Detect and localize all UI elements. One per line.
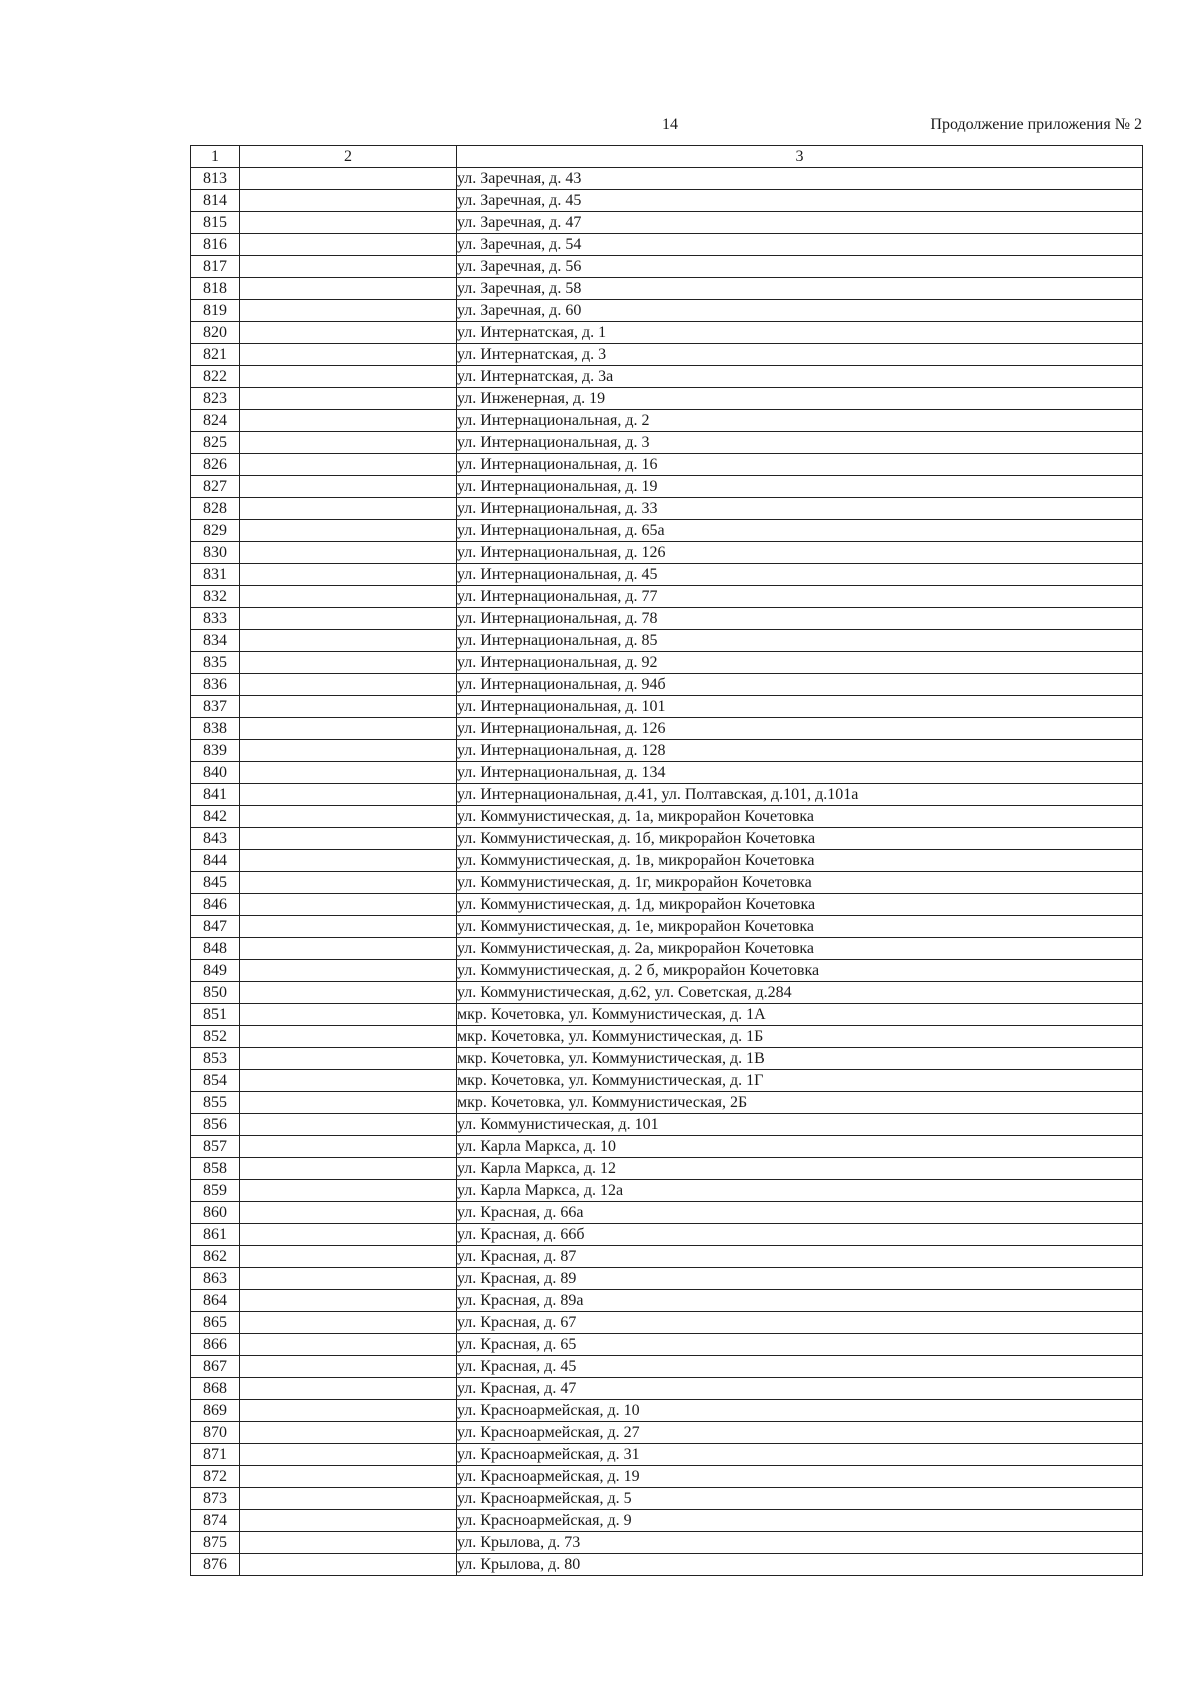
row-number-cell: 830 bbox=[191, 542, 240, 564]
appendix-label: Продолжение приложения № 2 bbox=[930, 116, 1142, 133]
row-number-cell: 864 bbox=[191, 1290, 240, 1312]
row-column2-cell bbox=[240, 212, 457, 234]
row-number-cell: 838 bbox=[191, 718, 240, 740]
row-number-cell: 859 bbox=[191, 1180, 240, 1202]
row-address-cell: ул. Коммунистическая, д. 2 б, микрорайон Кочетовка bbox=[457, 960, 1143, 982]
table-row bbox=[191, 1246, 1143, 1268]
table-row bbox=[191, 850, 1143, 872]
row-column2-cell bbox=[240, 608, 457, 630]
row-number-cell: 816 bbox=[191, 234, 240, 256]
row-address-cell: ул. Карла Маркса, д. 12а bbox=[457, 1180, 1143, 1202]
row-address-cell: ул. Карла Маркса, д. 12 bbox=[457, 1158, 1143, 1180]
row-number-cell: 829 bbox=[191, 520, 240, 542]
table-row bbox=[191, 806, 1143, 828]
table-row bbox=[191, 1312, 1143, 1334]
row-address-cell: ул. Интернациональная, д. 19 bbox=[457, 476, 1143, 498]
row-address-cell: ул. Красная, д. 67 bbox=[457, 1312, 1143, 1334]
row-number-cell: 819 bbox=[191, 300, 240, 322]
row-address-cell: ул. Интернациональная, д. 128 bbox=[457, 740, 1143, 762]
table-row bbox=[191, 366, 1143, 388]
row-address-cell: ул. Интернациональная, д. 33 bbox=[457, 498, 1143, 520]
table-row bbox=[191, 1488, 1143, 1510]
row-column2-cell bbox=[240, 498, 457, 520]
table-row bbox=[191, 432, 1143, 454]
row-number-cell: 826 bbox=[191, 454, 240, 476]
table-row bbox=[191, 828, 1143, 850]
row-address-cell: мкр. Кочетовка, ул. Коммунистическая, д. 1Б bbox=[457, 1026, 1143, 1048]
row-address-cell: ул. Интернациональная, д.41, ул. Полтавская, д.101, д.101а bbox=[457, 784, 1143, 806]
table-row bbox=[191, 1048, 1143, 1070]
row-column2-cell bbox=[240, 1466, 457, 1488]
row-number-cell: 820 bbox=[191, 322, 240, 344]
row-address-cell: ул. Красноармейская, д. 19 bbox=[457, 1466, 1143, 1488]
row-number-cell: 876 bbox=[191, 1554, 240, 1576]
row-number-cell: 874 bbox=[191, 1510, 240, 1532]
row-number-cell: 851 bbox=[191, 1004, 240, 1026]
row-number-cell: 854 bbox=[191, 1070, 240, 1092]
row-column2-cell bbox=[240, 432, 457, 454]
table-row bbox=[191, 388, 1143, 410]
row-number-cell: 833 bbox=[191, 608, 240, 630]
row-number-cell: 868 bbox=[191, 1378, 240, 1400]
row-address-cell: ул. Интернациональная, д. 85 bbox=[457, 630, 1143, 652]
row-column2-cell bbox=[240, 1378, 457, 1400]
table-row bbox=[191, 1554, 1143, 1576]
table-row bbox=[191, 542, 1143, 564]
table-row bbox=[191, 696, 1143, 718]
row-address-cell: ул. Интернациональная, д. 126 bbox=[457, 542, 1143, 564]
row-number-cell: 869 bbox=[191, 1400, 240, 1422]
table-row bbox=[191, 718, 1143, 740]
row-column2-cell bbox=[240, 784, 457, 806]
row-address-cell: ул. Красноармейская, д. 10 bbox=[457, 1400, 1143, 1422]
address-table bbox=[190, 145, 1143, 1576]
row-address-cell: ул. Коммунистическая, д. 1б, микрорайон Кочетовка bbox=[457, 828, 1143, 850]
table-row bbox=[191, 1422, 1143, 1444]
row-number-cell: 850 bbox=[191, 982, 240, 1004]
row-address-cell: ул. Коммунистическая, д. 1д, микрорайон Кочетовка bbox=[457, 894, 1143, 916]
row-number-cell: 860 bbox=[191, 1202, 240, 1224]
row-number-cell: 824 bbox=[191, 410, 240, 432]
row-column2-cell bbox=[240, 1136, 457, 1158]
row-column2-cell bbox=[240, 894, 457, 916]
row-address-cell: ул. Инженерная, д. 19 bbox=[457, 388, 1143, 410]
row-number-cell: 821 bbox=[191, 344, 240, 366]
row-column2-cell bbox=[240, 168, 457, 190]
table-row bbox=[191, 1180, 1143, 1202]
row-column2-cell bbox=[240, 564, 457, 586]
row-column2-cell bbox=[240, 1026, 457, 1048]
row-address-cell: ул. Интернациональная, д. 78 bbox=[457, 608, 1143, 630]
table-row bbox=[191, 1290, 1143, 1312]
row-column2-cell bbox=[240, 762, 457, 784]
table-row bbox=[191, 1378, 1143, 1400]
row-address-cell: ул. Красная, д. 89а bbox=[457, 1290, 1143, 1312]
table-row bbox=[191, 410, 1143, 432]
table-row bbox=[191, 1400, 1143, 1422]
row-column2-cell bbox=[240, 696, 457, 718]
column-header-2: 2 bbox=[240, 146, 457, 168]
row-column2-cell bbox=[240, 1356, 457, 1378]
row-address-cell: ул. Красная, д. 66а bbox=[457, 1202, 1143, 1224]
row-address-cell: ул. Красная, д. 89 bbox=[457, 1268, 1143, 1290]
row-column2-cell bbox=[240, 1554, 457, 1576]
row-number-cell: 817 bbox=[191, 256, 240, 278]
row-number-cell: 853 bbox=[191, 1048, 240, 1070]
table-row bbox=[191, 278, 1143, 300]
row-address-cell: ул. Интернациональная, д. 65а bbox=[457, 520, 1143, 542]
row-number-cell: 818 bbox=[191, 278, 240, 300]
row-column2-cell bbox=[240, 630, 457, 652]
row-number-cell: 858 bbox=[191, 1158, 240, 1180]
row-number-cell: 815 bbox=[191, 212, 240, 234]
row-address-cell: ул. Коммунистическая, д.62, ул. Советская, д.284 bbox=[457, 982, 1143, 1004]
column-header-1: 1 bbox=[191, 146, 240, 168]
row-column2-cell bbox=[240, 366, 457, 388]
row-address-cell: ул. Красноармейская, д. 5 bbox=[457, 1488, 1143, 1510]
row-number-cell: 827 bbox=[191, 476, 240, 498]
row-address-cell: ул. Интернациональная, д. 2 bbox=[457, 410, 1143, 432]
row-number-cell: 855 bbox=[191, 1092, 240, 1114]
row-address-cell: ул. Заречная, д. 54 bbox=[457, 234, 1143, 256]
row-column2-cell bbox=[240, 234, 457, 256]
row-address-cell: ул. Коммунистическая, д. 1е, микрорайон Кочетовка bbox=[457, 916, 1143, 938]
row-address-cell: ул. Заречная, д. 45 bbox=[457, 190, 1143, 212]
row-number-cell: 848 bbox=[191, 938, 240, 960]
table-row bbox=[191, 872, 1143, 894]
row-number-cell: 867 bbox=[191, 1356, 240, 1378]
row-column2-cell bbox=[240, 828, 457, 850]
row-column2-cell bbox=[240, 1312, 457, 1334]
row-address-cell: ул. Интернациональная, д. 101 bbox=[457, 696, 1143, 718]
table-row bbox=[191, 674, 1143, 696]
page-number: 14 bbox=[662, 116, 678, 133]
row-column2-cell bbox=[240, 1422, 457, 1444]
row-address-cell: ул. Интернациональная, д. 3 bbox=[457, 432, 1143, 454]
table-row bbox=[191, 520, 1143, 542]
row-address-cell: ул. Карла Маркса, д. 10 bbox=[457, 1136, 1143, 1158]
row-number-cell: 825 bbox=[191, 432, 240, 454]
table-row bbox=[191, 894, 1143, 916]
row-address-cell: ул. Красная, д. 45 bbox=[457, 1356, 1143, 1378]
row-column2-cell bbox=[240, 344, 457, 366]
row-address-cell: ул. Заречная, д. 60 bbox=[457, 300, 1143, 322]
row-address-cell: ул. Интернациональная, д. 16 bbox=[457, 454, 1143, 476]
table-row bbox=[191, 212, 1143, 234]
row-address-cell: ул. Крылова, д. 73 bbox=[457, 1532, 1143, 1554]
row-number-cell: 836 bbox=[191, 674, 240, 696]
row-column2-cell bbox=[240, 388, 457, 410]
row-number-cell: 832 bbox=[191, 586, 240, 608]
row-number-cell: 871 bbox=[191, 1444, 240, 1466]
table-row bbox=[191, 762, 1143, 784]
row-address-cell: ул. Интернациональная, д. 92 bbox=[457, 652, 1143, 674]
table-row bbox=[191, 960, 1143, 982]
table-row bbox=[191, 652, 1143, 674]
row-column2-cell bbox=[240, 916, 457, 938]
row-address-cell: ул. Заречная, д. 56 bbox=[457, 256, 1143, 278]
row-address-cell: ул. Красная, д. 47 bbox=[457, 1378, 1143, 1400]
table-row bbox=[191, 586, 1143, 608]
table-row bbox=[191, 1356, 1143, 1378]
row-number-cell: 828 bbox=[191, 498, 240, 520]
row-address-cell: ул. Заречная, д. 43 bbox=[457, 168, 1143, 190]
row-address-cell: ул. Интернациональная, д. 126 bbox=[457, 718, 1143, 740]
row-number-cell: 870 bbox=[191, 1422, 240, 1444]
row-number-cell: 844 bbox=[191, 850, 240, 872]
row-column2-cell bbox=[240, 1070, 457, 1092]
row-column2-cell bbox=[240, 1004, 457, 1026]
row-column2-cell bbox=[240, 850, 457, 872]
row-address-cell: мкр. Кочетовка, ул. Коммунистическая, д. 1В bbox=[457, 1048, 1143, 1070]
row-column2-cell bbox=[240, 476, 457, 498]
row-number-cell: 842 bbox=[191, 806, 240, 828]
row-address-cell: ул. Коммунистическая, д. 1в, микрорайон Кочетовка bbox=[457, 850, 1143, 872]
row-column2-cell bbox=[240, 278, 457, 300]
row-number-cell: 835 bbox=[191, 652, 240, 674]
row-address-cell: ул. Коммунистическая, д. 1г, микрорайон Кочетовка bbox=[457, 872, 1143, 894]
row-column2-cell bbox=[240, 542, 457, 564]
row-column2-cell bbox=[240, 1246, 457, 1268]
row-number-cell: 865 bbox=[191, 1312, 240, 1334]
table-row bbox=[191, 476, 1143, 498]
row-address-cell: ул. Коммунистическая, д. 2а, микрорайон Кочетовка bbox=[457, 938, 1143, 960]
row-address-cell: ул. Интернациональная, д. 94б bbox=[457, 674, 1143, 696]
row-address-cell: ул. Красноармейская, д. 27 bbox=[457, 1422, 1143, 1444]
row-number-cell: 847 bbox=[191, 916, 240, 938]
row-number-cell: 841 bbox=[191, 784, 240, 806]
row-address-cell: ул. Интернатская, д. 3а bbox=[457, 366, 1143, 388]
table-row bbox=[191, 1092, 1143, 1114]
table-row bbox=[191, 1334, 1143, 1356]
row-column2-cell bbox=[240, 586, 457, 608]
table-row bbox=[191, 1114, 1143, 1136]
row-number-cell: 866 bbox=[191, 1334, 240, 1356]
row-number-cell: 839 bbox=[191, 740, 240, 762]
row-column2-cell bbox=[240, 1180, 457, 1202]
table-row bbox=[191, 1466, 1143, 1488]
row-number-cell: 822 bbox=[191, 366, 240, 388]
row-number-cell: 872 bbox=[191, 1466, 240, 1488]
table-row bbox=[191, 740, 1143, 762]
row-number-cell: 846 bbox=[191, 894, 240, 916]
column-header-3: 3 bbox=[457, 146, 1143, 168]
row-column2-cell bbox=[240, 1444, 457, 1466]
row-address-cell: мкр. Кочетовка, ул. Коммунистическая, д. 1А bbox=[457, 1004, 1143, 1026]
row-address-cell: ул. Заречная, д. 47 bbox=[457, 212, 1143, 234]
row-number-cell: 843 bbox=[191, 828, 240, 850]
table-row bbox=[191, 1136, 1143, 1158]
row-column2-cell bbox=[240, 1488, 457, 1510]
row-column2-cell bbox=[240, 652, 457, 674]
table-row bbox=[191, 564, 1143, 586]
row-column2-cell bbox=[240, 938, 457, 960]
table-row bbox=[191, 1202, 1143, 1224]
row-column2-cell bbox=[240, 520, 457, 542]
table-row bbox=[191, 1510, 1143, 1532]
table-body bbox=[191, 168, 1143, 1576]
table-row bbox=[191, 322, 1143, 344]
table-row bbox=[191, 300, 1143, 322]
row-number-cell: 857 bbox=[191, 1136, 240, 1158]
table-row bbox=[191, 938, 1143, 960]
table-row bbox=[191, 630, 1143, 652]
row-column2-cell bbox=[240, 190, 457, 212]
row-number-cell: 863 bbox=[191, 1268, 240, 1290]
row-column2-cell bbox=[240, 740, 457, 762]
row-column2-cell bbox=[240, 982, 457, 1004]
row-column2-cell bbox=[240, 674, 457, 696]
row-number-cell: 834 bbox=[191, 630, 240, 652]
row-column2-cell bbox=[240, 1202, 457, 1224]
row-address-cell: ул. Красноармейская, д. 31 bbox=[457, 1444, 1143, 1466]
row-column2-cell bbox=[240, 1092, 457, 1114]
table-row bbox=[191, 1004, 1143, 1026]
row-column2-cell bbox=[240, 1532, 457, 1554]
table-row bbox=[191, 1026, 1143, 1048]
row-address-cell: ул. Красная, д. 65 bbox=[457, 1334, 1143, 1356]
row-column2-cell bbox=[240, 718, 457, 740]
row-column2-cell bbox=[240, 300, 457, 322]
row-address-cell: ул. Интернациональная, д. 77 bbox=[457, 586, 1143, 608]
table-row bbox=[191, 256, 1143, 278]
table-row bbox=[191, 190, 1143, 212]
row-address-cell: мкр. Кочетовка, ул. Коммунистическая, 2Б bbox=[457, 1092, 1143, 1114]
table-row bbox=[191, 916, 1143, 938]
table-row bbox=[191, 454, 1143, 476]
row-number-cell: 813 bbox=[191, 168, 240, 190]
row-number-cell: 852 bbox=[191, 1026, 240, 1048]
row-number-cell: 856 bbox=[191, 1114, 240, 1136]
row-column2-cell bbox=[240, 1290, 457, 1312]
table-row bbox=[191, 168, 1143, 190]
row-column2-cell bbox=[240, 454, 457, 476]
row-column2-cell bbox=[240, 960, 457, 982]
row-number-cell: 849 bbox=[191, 960, 240, 982]
row-address-cell: ул. Красная, д. 66б bbox=[457, 1224, 1143, 1246]
row-address-cell: ул. Интернатская, д. 1 bbox=[457, 322, 1143, 344]
row-column2-cell bbox=[240, 256, 457, 278]
row-address-cell: ул. Красная, д. 87 bbox=[457, 1246, 1143, 1268]
row-address-cell: ул. Коммунистическая, д. 101 bbox=[457, 1114, 1143, 1136]
row-column2-cell bbox=[240, 1114, 457, 1136]
row-column2-cell bbox=[240, 1048, 457, 1070]
table-row bbox=[191, 1268, 1143, 1290]
row-number-cell: 862 bbox=[191, 1246, 240, 1268]
row-number-cell: 814 bbox=[191, 190, 240, 212]
table-row bbox=[191, 1532, 1143, 1554]
row-column2-cell bbox=[240, 1268, 457, 1290]
table-row bbox=[191, 498, 1143, 520]
row-column2-cell bbox=[240, 1158, 457, 1180]
row-address-cell: ул. Заречная, д. 58 bbox=[457, 278, 1143, 300]
row-address-cell: ул. Интернациональная, д. 134 bbox=[457, 762, 1143, 784]
row-number-cell: 840 bbox=[191, 762, 240, 784]
table-row bbox=[191, 344, 1143, 366]
table-row bbox=[191, 1158, 1143, 1180]
table-row bbox=[191, 982, 1143, 1004]
row-column2-cell bbox=[240, 1510, 457, 1532]
row-column2-cell bbox=[240, 1334, 457, 1356]
row-column2-cell bbox=[240, 872, 457, 894]
row-column2-cell bbox=[240, 1224, 457, 1246]
row-address-cell: мкр. Кочетовка, ул. Коммунистическая, д. 1Г bbox=[457, 1070, 1143, 1092]
row-number-cell: 861 bbox=[191, 1224, 240, 1246]
table-row bbox=[191, 1444, 1143, 1466]
table-row bbox=[191, 1070, 1143, 1092]
row-number-cell: 831 bbox=[191, 564, 240, 586]
table-row bbox=[191, 784, 1143, 806]
table-row bbox=[191, 1224, 1143, 1246]
row-column2-cell bbox=[240, 322, 457, 344]
row-address-cell: ул. Интернациональная, д. 45 bbox=[457, 564, 1143, 586]
table-row bbox=[191, 608, 1143, 630]
row-number-cell: 845 bbox=[191, 872, 240, 894]
row-address-cell: ул. Красноармейская, д. 9 bbox=[457, 1510, 1143, 1532]
row-number-cell: 875 bbox=[191, 1532, 240, 1554]
row-address-cell: ул. Крылова, д. 80 bbox=[457, 1554, 1143, 1576]
table-row bbox=[191, 234, 1143, 256]
row-address-cell: ул. Коммунистическая, д. 1а, микрорайон Кочетовка bbox=[457, 806, 1143, 828]
row-number-cell: 873 bbox=[191, 1488, 240, 1510]
row-number-cell: 837 bbox=[191, 696, 240, 718]
row-column2-cell bbox=[240, 410, 457, 432]
table-header-row bbox=[191, 146, 1143, 168]
row-column2-cell bbox=[240, 806, 457, 828]
row-number-cell: 823 bbox=[191, 388, 240, 410]
row-address-cell: ул. Интернатская, д. 3 bbox=[457, 344, 1143, 366]
row-column2-cell bbox=[240, 1400, 457, 1422]
